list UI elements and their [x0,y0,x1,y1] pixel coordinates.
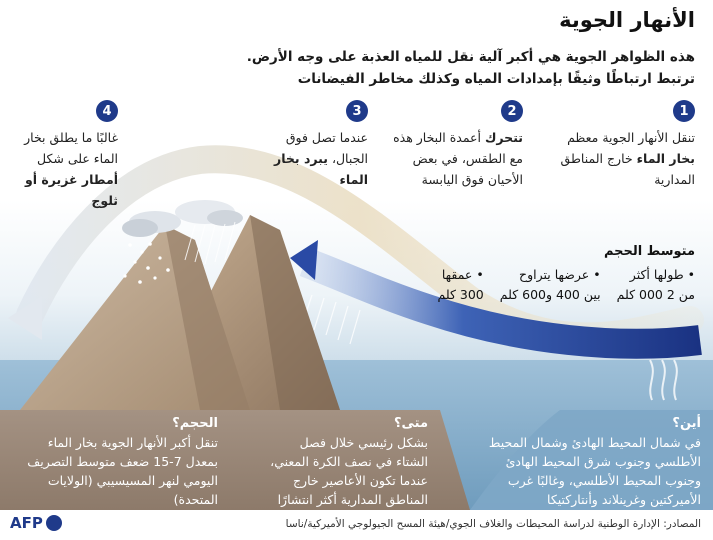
step-number-badge: 3 [346,100,368,122]
where-box [481,414,701,509]
average-size-title: متوسط الحجم [603,244,695,259]
size-title: الحجم؟ [172,416,218,431]
source-credit: المصادر: الإدارة الوطنية لدراسة المحيطات والغلاف الجوي/هيئة المسح الجيولوجي الأميركية/ناسا [285,518,701,530]
logo-circle-icon [46,515,62,531]
list-item: • طولها أكثر من 2 000 كلم [616,267,695,302]
afp-logo: AFP [10,514,62,532]
list-item: • عمقها 300 كلم [437,267,484,302]
when-text: بشكل رئيسي خلال فصل الشتاء في نصف الكرة المعني، عندما تكون الأعاصير خارج المناطق المدارية أكثر انتشارًا [270,435,428,507]
page-title: الأنهار الجوية [559,8,695,32]
step-3 [268,100,368,190]
step-number-badge: 4 [96,100,118,122]
step-1 [545,100,695,190]
average-size-panel [395,244,695,305]
step-3-text: عندما تصل فوق الجبال، يبرد بخار الماء [274,130,368,187]
step-2 [393,100,523,190]
intro-text [5,46,695,90]
step-number-badge: 2 [501,100,523,122]
intro-line-1: هذه الظواهر الجوية هي أكبر آلية نقل للمياه العذبة على وجه الأرض. [246,49,695,65]
size-text: تنقل أكبر الأنهار الجوية بخار الماء بمعدل 7-15 ضعف متوسط التصريف اليومي لنهر المسيسيبي (الولايات المتحدة) [27,435,218,507]
when-title: متى؟ [393,416,428,431]
list-item: • عرضها يتراوح بين 400 و600 كلم [499,267,601,302]
where-text: في شمال المحيط الهادئ وشمال المحيط الأطلسي وجنوب شرق المحيط الهادئ وجنوب المحيط الأطلسي، وغالبًا غرب الأميركتين وغرينلاند وأنتاركتيكا [488,435,701,507]
average-size-list [395,265,695,305]
intro-line-2: ترتبط ارتباطًا وثيقًا بإمدادات المياه وكذلك مخاطر الفيضانات [297,71,695,87]
step-number-badge: 1 [673,100,695,122]
step-4-text: غالبًا ما يطلق بخار الماء على شكل أمطار غزيرة أو ثلوج [24,130,118,208]
step-2-text: تتحرك أعمدة البخار هذه مع الطقس، في بعض الأحيان فوق اليابسة [393,130,523,187]
when-box [268,414,428,509]
size-box [18,414,218,509]
step-1-text: تنقل الأنهار الجوية معظم بخار الماء خارج المناطق المدارية [560,130,695,187]
where-title: أين؟ [672,416,701,431]
step-4 [18,100,118,211]
